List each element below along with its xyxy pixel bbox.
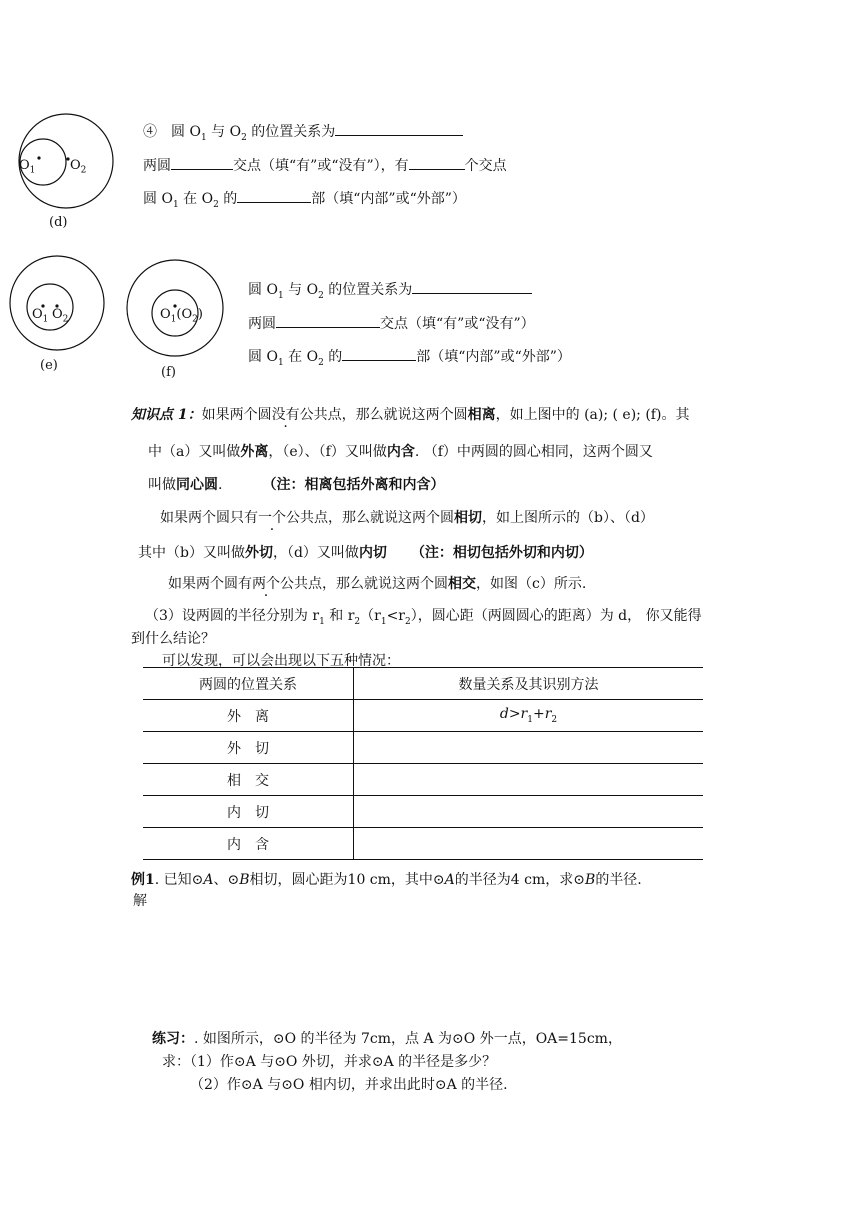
figure-e-label-o2: $O_2$	[52, 307, 69, 325]
table-cell-relation: 外 离	[143, 700, 354, 732]
q3-line1: （3）设两圆的半径分别为 $r_1$ 和 $r_2(r_1<r_2)$，圆心距（两圆圆心的距离）为 d， 你又能得	[145, 608, 702, 627]
practice-line1: 练习：. 如图所示，⊙O 的半径为 7cm，点 A 为⊙O 外一点，OA=15cm，	[152, 1031, 622, 1047]
table-cell-relation: 内 含	[143, 828, 354, 860]
kp-title: 知识点 1：	[131, 407, 202, 423]
figure-d-label-o1: $O_1$	[19, 158, 36, 176]
table-cell-relation: 外 切	[143, 732, 354, 764]
kp-para1-line3: 叫做同心圆. （注：相离包括外离和内含）	[148, 477, 445, 493]
qf-blank-has[interactable]	[276, 313, 380, 328]
relation-table	[143, 667, 703, 860]
q4-blank-has[interactable]	[171, 155, 233, 170]
table-header-condition: 数量关系及其识别方法	[354, 668, 704, 700]
table-cell-condition-empty[interactable]	[354, 796, 704, 828]
q3-line2: 到什么结论？	[131, 631, 215, 647]
table-row	[143, 828, 703, 860]
example1-solution: 解	[133, 893, 147, 909]
table-cell-condition-empty[interactable]	[354, 828, 704, 860]
table-header-relation: 两圆的位置关系	[143, 668, 354, 700]
kp-para2-line1: 如果两个圆只有一个公共点，那么就说这两个圆相切，如上图所示的（b）、（d）	[160, 510, 654, 526]
q4-line1: ④ 圆 $O_1$ 与 $O_2$ 的位置关系为	[143, 121, 463, 143]
q4-line3: 圆 $O_1$ 在 $O_2$ 的 部（填“内部”或“外部”）	[143, 188, 466, 210]
q4-blank-relation[interactable]	[335, 121, 463, 136]
table-cell-condition-empty[interactable]	[354, 764, 704, 796]
practice-label: 练习：	[152, 1031, 194, 1047]
figure-e-caption: (e)	[40, 358, 58, 373]
table-cell-relation: 内 切	[143, 796, 354, 828]
practice-line2: 求：（1）作⊙A 与⊙O 外切，并求⊙A 的半径是多少？	[162, 1054, 497, 1070]
table-header-row	[143, 668, 703, 700]
kp-para2-line2: 其中（b）又叫做外切，（d）又叫做内切 （注：相切包括外切和内切）	[138, 545, 593, 561]
practice-line3: （2）作⊙A 与⊙O 相内切，并求出此时⊙A 的半径.	[190, 1077, 508, 1093]
example1-label: 例1	[131, 872, 155, 888]
table-row	[143, 732, 703, 764]
table-cell-relation: 相 交	[143, 764, 354, 796]
table-cell-condition-empty[interactable]	[354, 732, 704, 764]
figure-e-label-o1: $O_1$	[32, 307, 49, 325]
figure-d-center-o1	[37, 156, 40, 159]
q4-blank-position[interactable]	[237, 188, 311, 203]
qf-blank-relation[interactable]	[412, 279, 532, 294]
figure-f-caption: (f)	[161, 365, 176, 380]
kp-para1-line1: 知识点 1：如果两个圆没有公共点，那么就说这两个圆相离，如上图中的 (a); ( e); (f)。其	[131, 407, 690, 423]
q4-blank-count[interactable]	[409, 155, 465, 170]
figure-d-label-o2: $O_2$	[70, 158, 87, 176]
figure-f-label-centers: $O_1(O_2)$	[160, 307, 203, 325]
qf-line1: 圆 $O_1$ 与 $O_2$ 的位置关系为	[248, 279, 532, 301]
qf-blank-position[interactable]	[342, 346, 416, 361]
table-cell-condition: $d>r_1+r_2$	[354, 700, 704, 732]
figure-e	[8, 255, 113, 355]
figure-e-outer-circle	[10, 256, 104, 350]
example1: 例1. 已知⊙A、⊙B相切，圆心距为10 cm，其中⊙A的半径为4 cm，求⊙B的半径.	[131, 872, 642, 888]
table-row	[143, 764, 703, 796]
qf-line2: 两圆 交点（填“有”或“没有”）	[248, 313, 535, 333]
qf-line3: 圆 $O_1$ 在 $O_2$ 的 部（填“内部”或“外部”）	[248, 346, 571, 368]
table-row	[143, 700, 703, 732]
q4-line2: 两圆 交点（填“有”或“没有”），有 个交点	[143, 155, 507, 175]
kp-para1-line2: 中（a）又叫做外离，（e）、（f）又叫做内含. （f）中两圆的圆心相同，这两个圆又	[148, 444, 653, 460]
q3-line3: 可以发现，可以会出现以下五种情况：	[162, 653, 400, 669]
kp-para3: 如果两个圆有两个公共点，那么就说这两个圆相交，如图（c）所示.	[168, 576, 587, 592]
table-row	[143, 796, 703, 828]
figure-d-caption: (d)	[49, 215, 68, 230]
